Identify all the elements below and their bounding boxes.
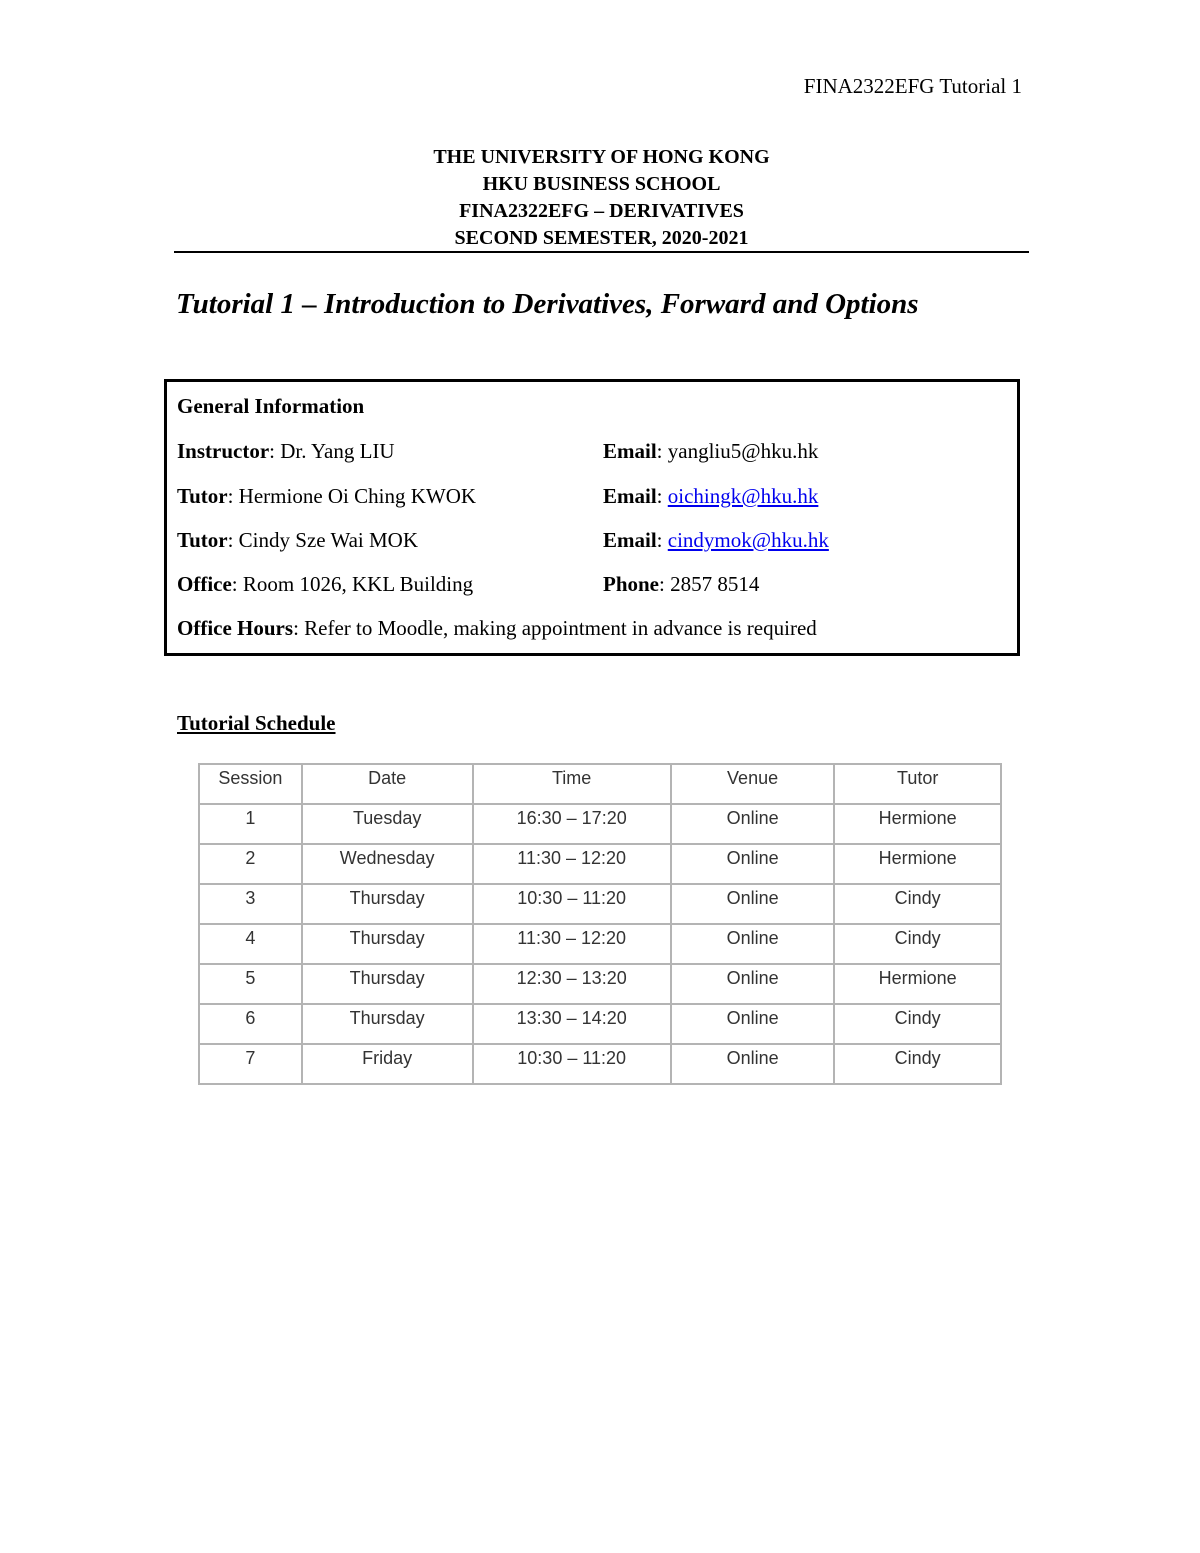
date-cell: Tuesday bbox=[302, 804, 473, 844]
tutor-mok-name: Cindy Sze Wai MOK bbox=[238, 528, 419, 552]
phone-value: 2857 8514 bbox=[670, 572, 760, 596]
general-information-heading: General Information bbox=[177, 394, 365, 418]
tutor-cell: Cindy bbox=[834, 884, 1001, 924]
venue-cell: Online bbox=[671, 1044, 835, 1084]
venue-cell: Online bbox=[671, 804, 835, 844]
office-label: Office bbox=[177, 572, 232, 596]
masthead-school: HKU BUSINESS SCHOOL bbox=[482, 173, 721, 195]
masthead-course: FINA2322EFG – DERIVATIVES bbox=[459, 200, 744, 222]
general-information-box bbox=[164, 379, 1020, 656]
session-cell: 2 bbox=[199, 844, 302, 884]
tutor-kwok-email-label: Email bbox=[603, 484, 657, 508]
tutor-mok-line: Tutor: Cindy Sze Wai MOK bbox=[177, 528, 419, 552]
date-cell: Thursday bbox=[302, 1004, 473, 1044]
instructor-email: yangliu5@hku.hk bbox=[667, 439, 819, 463]
instructor-line: Instructor: Dr. Yang LIU bbox=[177, 439, 395, 463]
masthead-university: THE UNIVERSITY OF HONG KONG bbox=[433, 146, 770, 168]
venue-cell: Online bbox=[671, 1004, 835, 1044]
venue-cell: Online bbox=[671, 924, 835, 964]
table-row bbox=[199, 1044, 1001, 1084]
tutor-kwok-line: Tutor: Hermione Oi Ching KWOK bbox=[177, 484, 477, 508]
date-cell: Thursday bbox=[302, 924, 473, 964]
tutor-kwok-email-line: Email: oichingk@hku.hk bbox=[603, 484, 819, 508]
tutor-cell: Cindy bbox=[834, 1044, 1001, 1084]
table-row bbox=[199, 964, 1001, 1004]
running-header: FINA2322EFG Tutorial 1 bbox=[803, 74, 1022, 98]
time-cell: 12:30 – 13:20 bbox=[473, 964, 671, 1004]
session-cell: 7 bbox=[199, 1044, 302, 1084]
instructor-email-line: Email: yangliu5@hku.hk bbox=[603, 439, 819, 463]
office-hours-value: Refer to Moodle, making appointment in advance is required bbox=[304, 616, 817, 640]
venue-cell: Online bbox=[671, 844, 835, 884]
tutor-label: Tutor bbox=[177, 484, 228, 508]
tutor-mok-email-label: Email bbox=[603, 528, 657, 552]
masthead bbox=[174, 144, 1029, 252]
tutor-cell: Cindy bbox=[834, 924, 1001, 964]
table-row bbox=[199, 1004, 1001, 1044]
office-line: Office: Room 1026, KKL Building bbox=[177, 572, 474, 596]
session-cell: 6 bbox=[199, 1004, 302, 1044]
time-cell: 10:30 – 11:20 bbox=[473, 884, 671, 924]
table-row bbox=[199, 844, 1001, 884]
column-header-tutor: Tutor bbox=[834, 764, 1001, 804]
instructor-name: Dr. Yang LIU bbox=[280, 439, 395, 463]
date-cell: Thursday bbox=[302, 884, 473, 924]
masthead-divider bbox=[174, 251, 1029, 253]
tutor-cell: Hermione bbox=[834, 804, 1001, 844]
phone-line: Phone: 2857 8514 bbox=[603, 572, 760, 596]
table-row bbox=[199, 884, 1001, 924]
tutor-cell: Cindy bbox=[834, 1004, 1001, 1044]
tutor-mok-email-link[interactable]: cindymok@hku.hk bbox=[667, 528, 829, 552]
session-cell: 4 bbox=[199, 924, 302, 964]
time-cell: 11:30 – 12:20 bbox=[473, 924, 671, 964]
instructor-email-label: Email bbox=[603, 439, 657, 463]
session-cell: 3 bbox=[199, 884, 302, 924]
tutor-label: Tutor bbox=[177, 528, 228, 552]
tutor-kwok-email-link[interactable]: oichingk@hku.hk bbox=[667, 484, 819, 508]
page-title: Tutorial 1 – Introduction to Derivatives, Forward and Options bbox=[176, 288, 919, 320]
table-row bbox=[199, 804, 1001, 844]
tutorial-schedule-heading: Tutorial Schedule bbox=[177, 711, 336, 735]
column-header-time: Time bbox=[473, 764, 671, 804]
masthead-semester: SECOND SEMESTER, 2020-2021 bbox=[454, 227, 749, 249]
venue-cell: Online bbox=[671, 884, 835, 924]
table-row bbox=[199, 924, 1001, 964]
table-header-row bbox=[199, 764, 1001, 804]
phone-label: Phone bbox=[603, 572, 660, 596]
session-cell: 1 bbox=[199, 804, 302, 844]
venue-cell: Online bbox=[671, 964, 835, 1004]
time-cell: 10:30 – 11:20 bbox=[473, 1044, 671, 1084]
column-header-session: Session bbox=[199, 764, 302, 804]
tutor-cell: Hermione bbox=[834, 844, 1001, 884]
time-cell: 16:30 – 17:20 bbox=[473, 804, 671, 844]
tutorial-schedule-table bbox=[198, 763, 1002, 1085]
office-value: Room 1026, KKL Building bbox=[242, 572, 474, 596]
column-header-venue: Venue bbox=[671, 764, 835, 804]
session-cell: 5 bbox=[199, 964, 302, 1004]
tutor-kwok-name: Hermione Oi Ching KWOK bbox=[238, 484, 477, 508]
time-cell: 11:30 – 12:20 bbox=[473, 844, 671, 884]
tutor-cell: Hermione bbox=[834, 964, 1001, 1004]
date-cell: Wednesday bbox=[302, 844, 473, 884]
time-cell: 13:30 – 14:20 bbox=[473, 1004, 671, 1044]
office-hours-label: Office Hours bbox=[177, 616, 294, 640]
tutor-mok-email-line: Email: cindymok@hku.hk bbox=[603, 528, 829, 552]
date-cell: Friday bbox=[302, 1044, 473, 1084]
date-cell: Thursday bbox=[302, 964, 473, 1004]
instructor-label: Instructor bbox=[177, 439, 270, 463]
column-header-date: Date bbox=[302, 764, 473, 804]
office-hours-line: Office Hours: Refer to Moodle, making appointment in advance is required bbox=[177, 616, 817, 640]
